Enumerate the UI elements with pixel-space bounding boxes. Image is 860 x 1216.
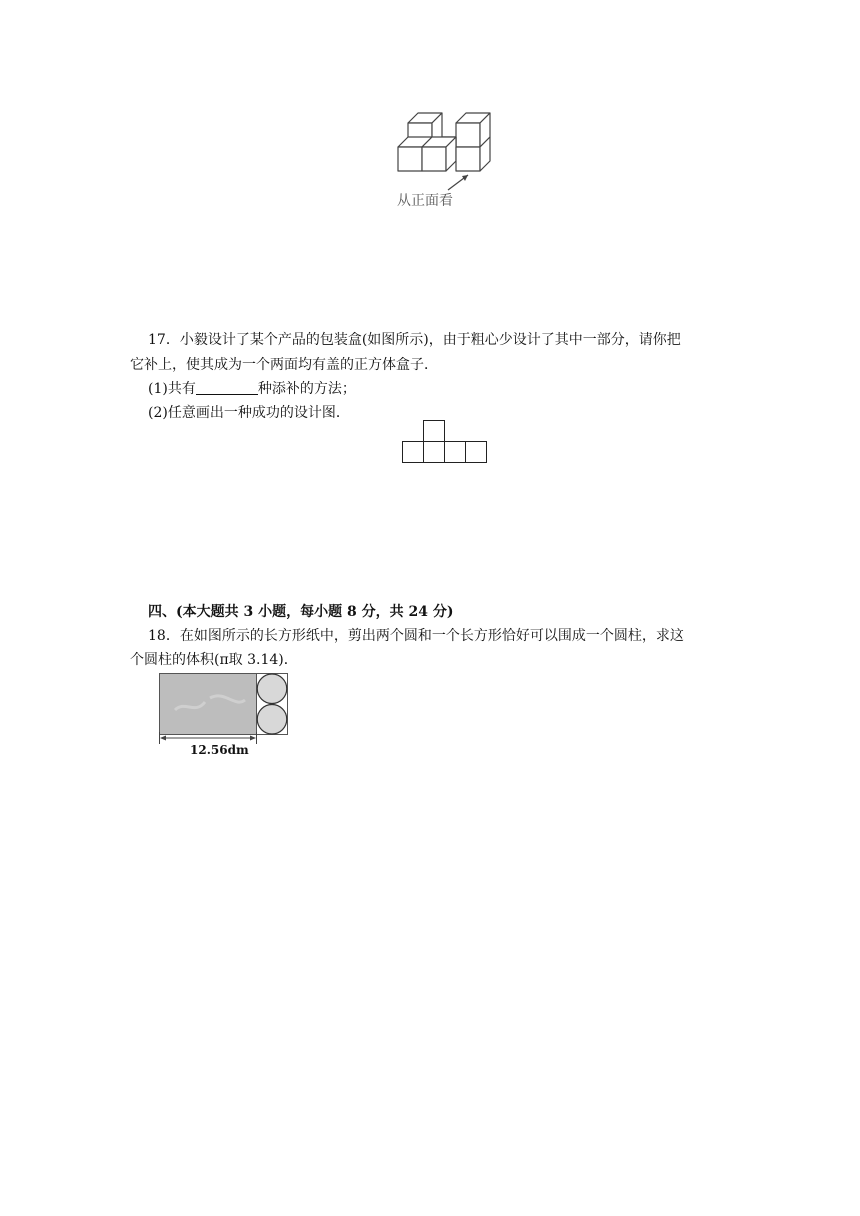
box-net-figure <box>401 419 491 465</box>
part1-suffix: 种添补的方法； <box>257 381 356 397</box>
question-text: 小毅设计了某个产品的包装盒(如图所示)，由于粗心少设计了其中一部分，请你把 <box>179 332 681 348</box>
cube-face <box>456 123 480 147</box>
question-number: 17． <box>148 332 180 348</box>
question-17-line1 <box>148 330 681 350</box>
cube-face <box>422 147 446 171</box>
net-square <box>424 442 445 463</box>
net-square <box>424 421 445 442</box>
question-17-part2: (2)任意画出一种成功的设计图． <box>148 405 350 421</box>
base-circle-top <box>257 674 287 704</box>
question-18-line2: 个圆柱的体积(π取 3.14)． <box>130 652 298 668</box>
base-circle-bottom <box>257 705 287 735</box>
dimension-label: 12.56dm <box>190 743 249 757</box>
cube-face <box>398 147 422 171</box>
dimension-arrow-right <box>250 736 256 741</box>
lateral-rectangle <box>160 674 257 735</box>
net-square <box>445 442 466 463</box>
question-18-line1 <box>148 626 684 646</box>
net-square <box>466 442 487 463</box>
question-text: 在如图所示的长方形纸中，剪出两个圆和一个长方形恰好可以围成一个圆柱，求这 <box>179 628 684 644</box>
question-17-line2: 它补上，使其成为一个两面均有盖的正方体盒子． <box>130 357 438 373</box>
figure-caption: 从正面看 <box>397 193 453 209</box>
view-arrow-head <box>462 175 468 181</box>
question-number: 18． <box>148 628 180 644</box>
net-square <box>403 442 424 463</box>
dimension-arrow-left <box>160 736 166 741</box>
section-heading: 四、(本大题共 3 小题，每小题 8 分，共 24 分) <box>148 604 454 620</box>
cube-face <box>456 147 480 171</box>
question-17-part1 <box>148 379 356 399</box>
part1-prefix: (1)共有 <box>148 381 196 397</box>
answer-blank[interactable] <box>196 380 258 395</box>
